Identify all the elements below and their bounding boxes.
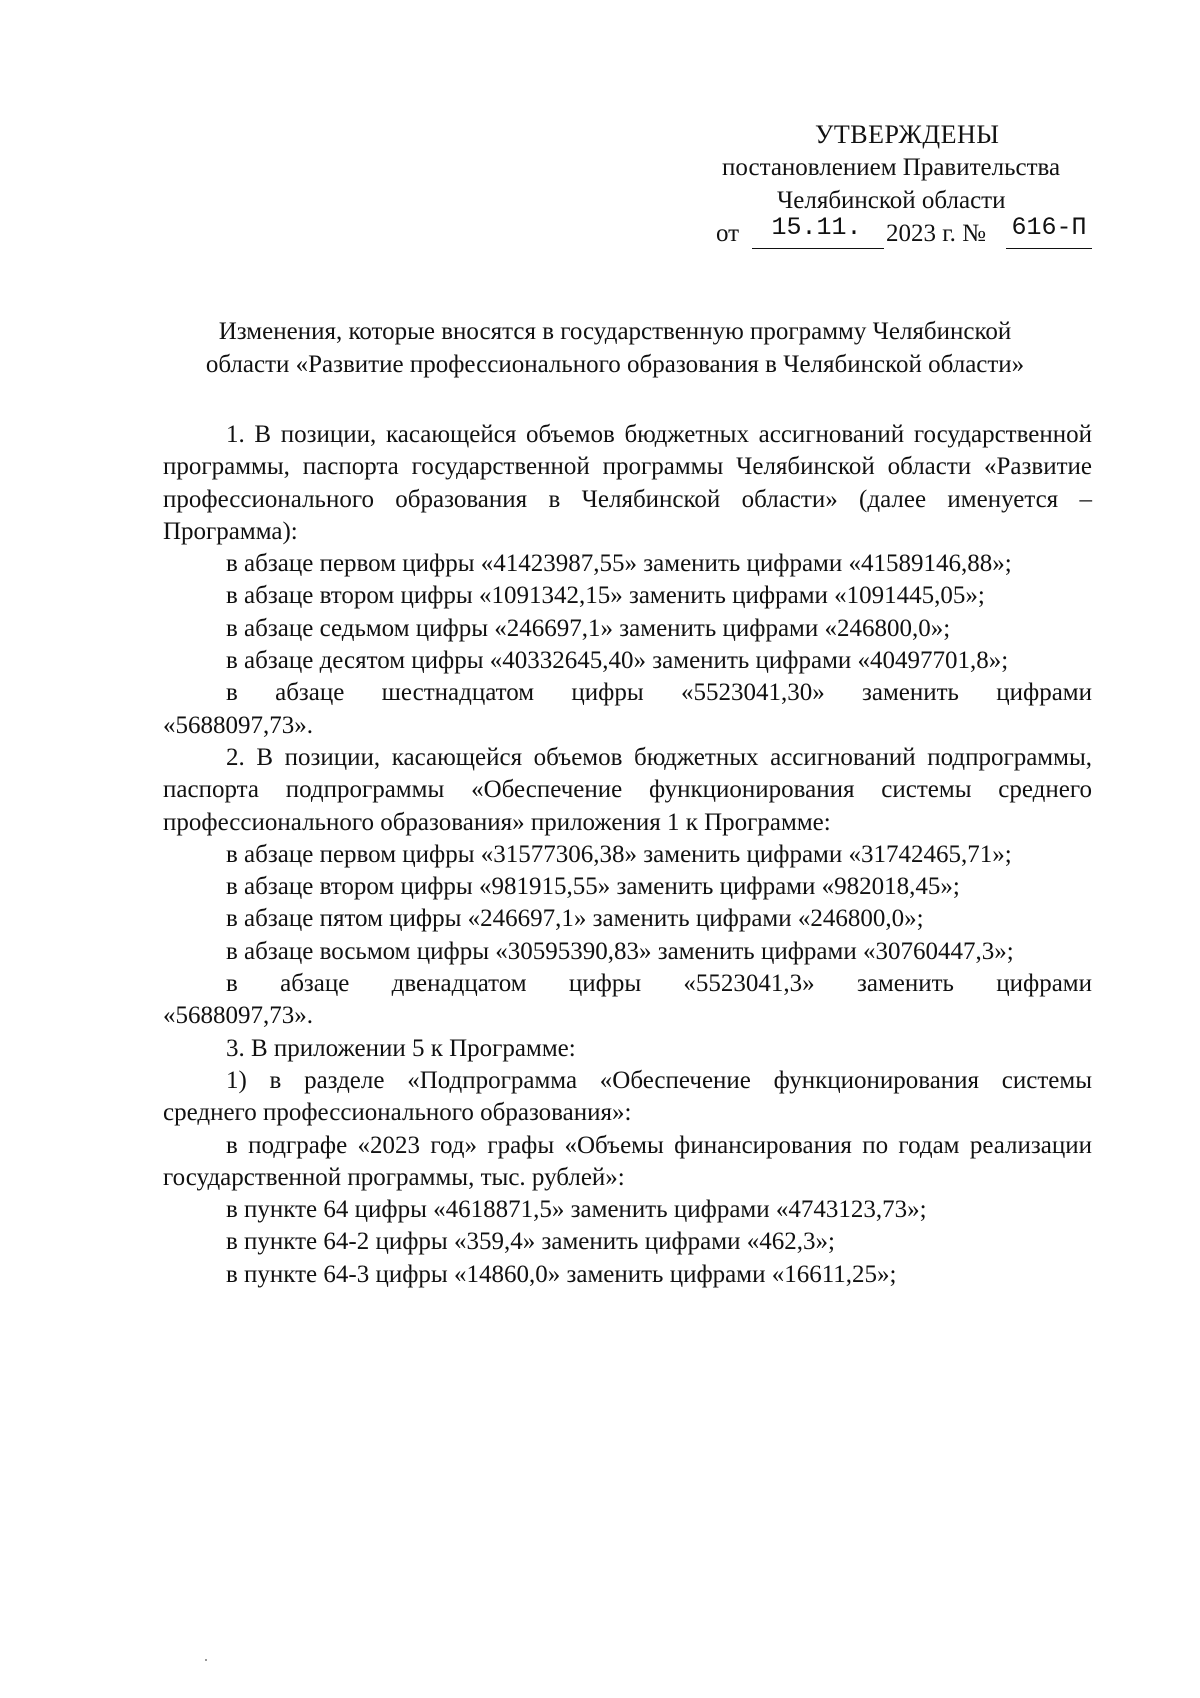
approval-stamp xyxy=(700,118,1100,250)
item-2-paragraph-e-line-2: «5688097,73». xyxy=(163,1002,313,1030)
date-underline xyxy=(752,248,884,249)
number-underline xyxy=(1006,248,1092,249)
approval-line-1: постановлением Правительства xyxy=(722,154,1061,181)
document-heading xyxy=(150,315,1080,381)
item-3-point-64-3: в пункте 64-3 цифры «14860,0» заменить цифрами «16611,25»; xyxy=(226,1260,897,1288)
item-3-point-64: в пункте 64 цифры «4618871,5» заменить цифрами «4743123,73»; xyxy=(226,1196,927,1224)
item-2-paragraph-b: в абзаце втором цифры «981915,55» заменить цифрами «982018,45»; xyxy=(226,873,960,901)
item-1-paragraph-a: в абзаце первом цифры «41423987,55» заменить цифрами «41589146,88»; xyxy=(226,550,1012,578)
item-1-paragraph-c: в абзаце седьмом цифры «246697,1» заменить цифрами «246800,0»; xyxy=(226,614,951,642)
heading-line-2: области «Развитие профессионального образования в Челябинской области» xyxy=(205,351,1025,378)
approval-year-number-label: 2023 г. № xyxy=(886,220,987,247)
approval-date: 15.11. xyxy=(771,213,862,242)
item-1-paragraph-d: в абзаце десятом цифры «40332645,40» заменить цифрами «40497701,8»; xyxy=(226,647,1009,675)
item-2-paragraph-c: в абзаце пятом цифры «246697,1» заменить цифрами «246800,0»; xyxy=(226,905,924,933)
scan-speck xyxy=(205,1659,207,1661)
item-2-paragraph-e-line-1: в абзаце двенадцатом цифры «5523041,3» заменить цифрами xyxy=(226,970,1092,998)
item-2-intro: 2. В позиции, касающейся объемов бюджетных ассигнований подпрограммы, паспорта подпрограммы «Обеспечение функционирования системы среднего профессионального образования» приложения 1 к Программе: xyxy=(163,743,1092,836)
approval-title: УТВЕРЖДЕНЫ xyxy=(815,120,1000,149)
heading-line-1: Изменения, которые вносятся в государственную программу Челябинской xyxy=(218,318,1012,345)
item-3-point-64-2: в пункте 64-2 цифры «359,4» заменить цифрами «462,3»; xyxy=(226,1228,835,1256)
item-1-paragraph-b: в абзаце втором цифры «1091342,15» заменить цифрами «1091445,05»; xyxy=(226,582,985,610)
document-body xyxy=(163,419,1092,1291)
item-1-paragraph-e-line-2: «5688097,73». xyxy=(163,711,313,739)
item-2-paragraph-d: в абзаце восьмом цифры «30595390,83» заменить цифрами «30760447,3»; xyxy=(226,937,1014,965)
item-1-intro: 1. В позиции, касающейся объемов бюджетных ассигнований государственной программы, паспорта государственной программы Челябинской области «Развитие профессионального образования в Челябинской области» (далее именуется – Программа): xyxy=(163,421,1092,545)
item-3-subitem-1-subgraph: в подграфе «2023 год» графы «Объемы финансирования по годам реализации государственной программы, тыс. рублей»: xyxy=(163,1131,1092,1191)
item-3-subitem-1: 1) в разделе «Подпрограмма «Обеспечение функционирования системы среднего профессионального образования»: xyxy=(163,1066,1092,1127)
approval-from-prefix: от xyxy=(716,220,740,247)
approval-line-2: Челябинской области xyxy=(777,187,1006,214)
approval-number: 616-П xyxy=(1011,213,1087,242)
item-2-paragraph-a: в абзаце первом цифры «31577306,38» заменить цифрами «31742465,71»; xyxy=(226,840,1012,868)
item-1-paragraph-e-line-1: в абзаце шестнадцатом цифры «5523041,30» заменить цифрами xyxy=(226,679,1092,707)
item-3-intro: 3. В приложении 5 к Программе: xyxy=(226,1034,576,1062)
